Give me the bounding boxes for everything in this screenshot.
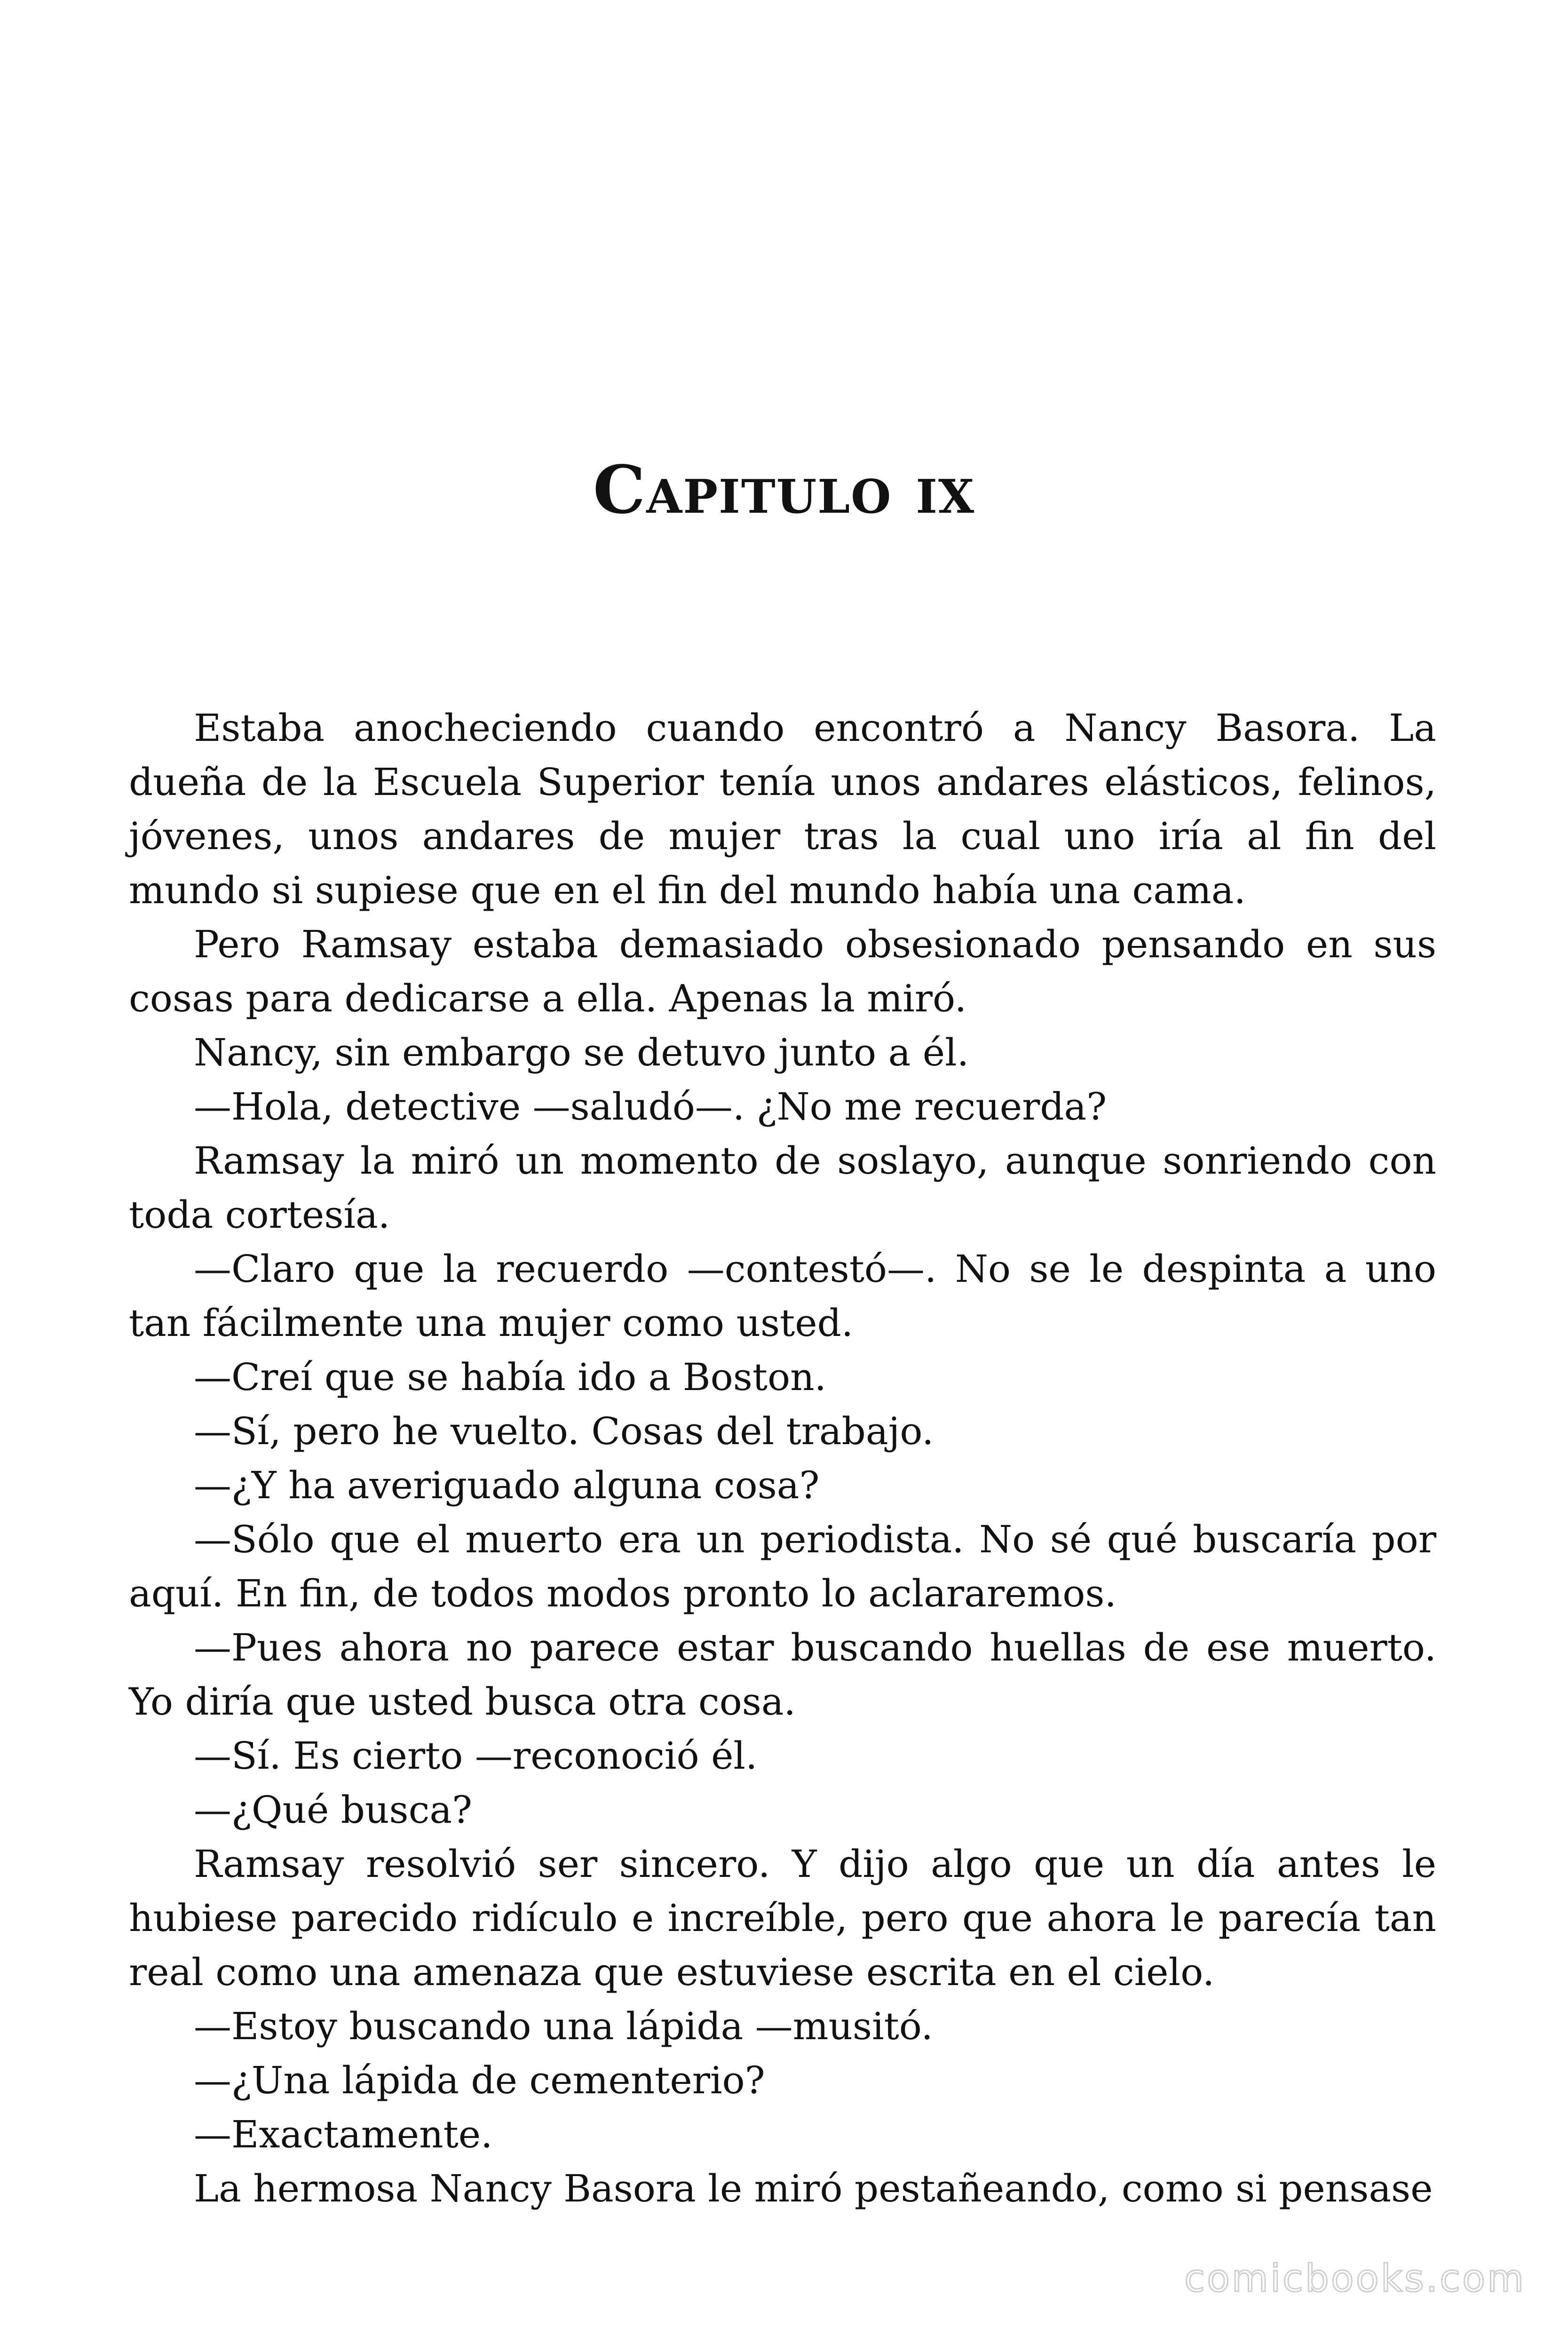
paragraph: —Hola, detective —saludó—. ¿No me recuerda? — [194, 1085, 1107, 1128]
paragraph: Nancy, sin embargo se detuvo junto a él. — [194, 1031, 969, 1074]
paragraph: —Creí que se había ido a Boston. — [194, 1355, 827, 1399]
paragraph: Ramsay resolvió ser sincero. Y dijo algo que un día antes le hubiese parecido ridículo e increíble, pero que ahora le parecía tan real como una amenaza que estuviese escrita en el cielo. — [129, 1842, 1436, 1994]
paragraph: Ramsay la miró un momento de soslayo, aunque sonriendo con toda cortesía. — [129, 1139, 1436, 1237]
paragraph: —¿Una lápida de cementerio? — [194, 2058, 765, 2102]
watermark: comicbooks.com — [1184, 2257, 1526, 2300]
paragraph: —¿Qué busca? — [194, 1788, 472, 1832]
paragraph: —Exactamente. — [194, 2113, 493, 2156]
paragraph: —Sí, pero he vuelto. Cosas del trabajo. — [194, 1409, 934, 1453]
chapter-title: Capitulo ix — [593, 452, 975, 529]
paragraph: Pero Ramsay estaba demasiado obsesionado pensando en sus cosas para dedicarse a ella. Apenas la miró. — [129, 922, 1436, 1020]
chapter-body — [129, 701, 1436, 2216]
paragraph: —Estoy buscando una lápida —musitó. — [194, 2004, 933, 2048]
paragraph: —¿Y ha averiguado alguna cosa? — [194, 1463, 820, 1507]
paragraph: Estaba anocheciendo cuando encontró a Nancy Basora. La dueña de la Escuela Superior tenía unos andares elásticos, felinos, jóvenes, unos andares de mujer tras la cual uno iría al fin del mundo si supiese que en el fin del mundo había una cama. — [129, 706, 1436, 912]
paragraph: —Claro que la recuerdo —contestó—. No se le despinta a uno tan fácilmente una mujer como usted. — [129, 1247, 1436, 1345]
paragraph: —Pues ahora no parece estar buscando huellas de ese muerto. Yo diría que usted busca otra cosa. — [129, 1626, 1436, 1724]
paragraph: —Sí. Es cierto —reconoció él. — [194, 1734, 758, 1778]
paragraph: —Sólo que el muerto era un periodista. No sé qué buscaría por aquí. En fin, de todos modos pronto lo aclararemos. — [129, 1518, 1436, 1615]
paragraph: La hermosa Nancy Basora le miró pestañeando, como si pensase — [194, 2167, 1433, 2210]
